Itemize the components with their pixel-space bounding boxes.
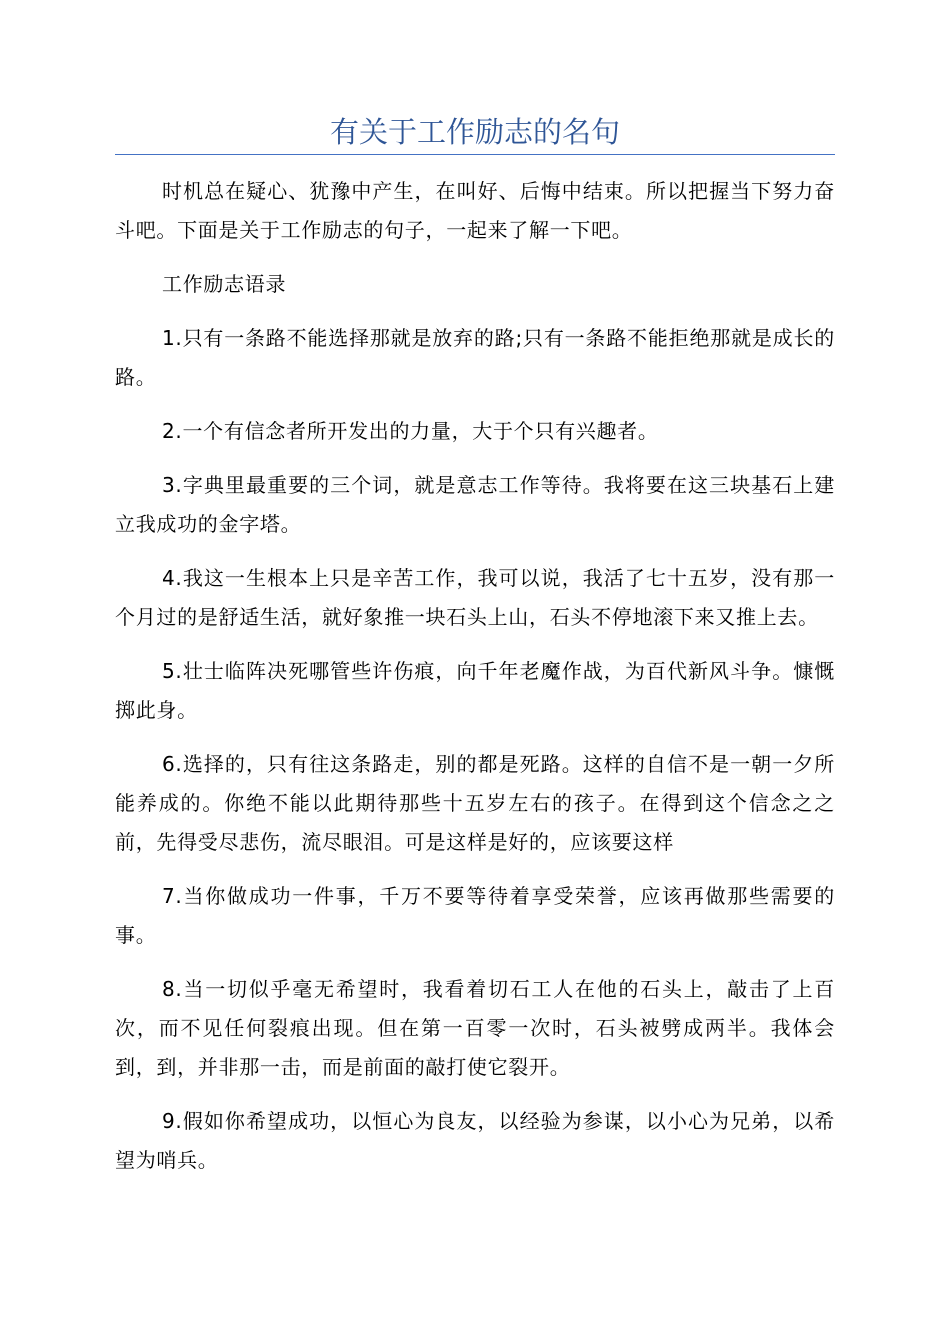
intro-paragraph: 时机总在疑心、犹豫中产生，在叫好、后悔中结束。所以把握当下努力奋斗吧。下面是关于工作励志的句子，一起来了解一下吧。 bbox=[115, 179, 835, 242]
quote-4: 4.我这一生根本上只是辛苦工作，我可以说，我活了七十五岁，没有那一个月过的是舒适生活，就好象推一块石头上山，石头不停地滚下来又推上去。 bbox=[115, 566, 835, 629]
quote-8: 8.当一切似乎毫无希望时，我看着切石工人在他的石头上，敲击了上百次，而不见任何裂痕出现。但在第一百零一次时，石头被劈成两半。我体会到，到，并非那一击，而是前面的敲打使它裂开。 bbox=[115, 977, 835, 1079]
quote-7: 7.当你做成功一件事，千万不要等待着享受荣誉，应该再做那些需要的事。 bbox=[115, 884, 835, 947]
document-page bbox=[115, 110, 835, 1195]
document-title: 有关于工作励志的名句 bbox=[329, 115, 620, 149]
quote-2: 2.一个有信念者所开发出的力量，大于个只有兴趣者。 bbox=[162, 419, 659, 443]
quote-3: 3.字典里最重要的三个词，就是意志工作等待。我将要在这三块基石上建立我成功的金字塔。 bbox=[115, 473, 835, 536]
title-underline bbox=[115, 154, 835, 155]
quote-9: 9.假如你希望成功，以恒心为良友，以经验为参谋，以小心为兄弟，以希望为哨兵。 bbox=[115, 1109, 835, 1172]
section-heading: 工作励志语录 bbox=[162, 272, 287, 296]
quote-1: 1.只有一条路不能选择那就是放弃的路;只有一条路不能拒绝那就是成长的路。 bbox=[115, 326, 835, 389]
quote-6: 6.选择的，只有往这条路走，别的都是死路。这样的自信不是一朝一夕所能养成的。你绝不能以此期待那些十五岁左右的孩子。在得到这个信念之之前，先得受尽悲伤，流尽眼泪。可是这样是好的，应该要这样 bbox=[115, 752, 835, 854]
quote-5: 5.壮士临阵决死哪管些许伤痕，向千年老魔作战，为百代新风斗争。慷慨掷此身。 bbox=[115, 659, 835, 722]
